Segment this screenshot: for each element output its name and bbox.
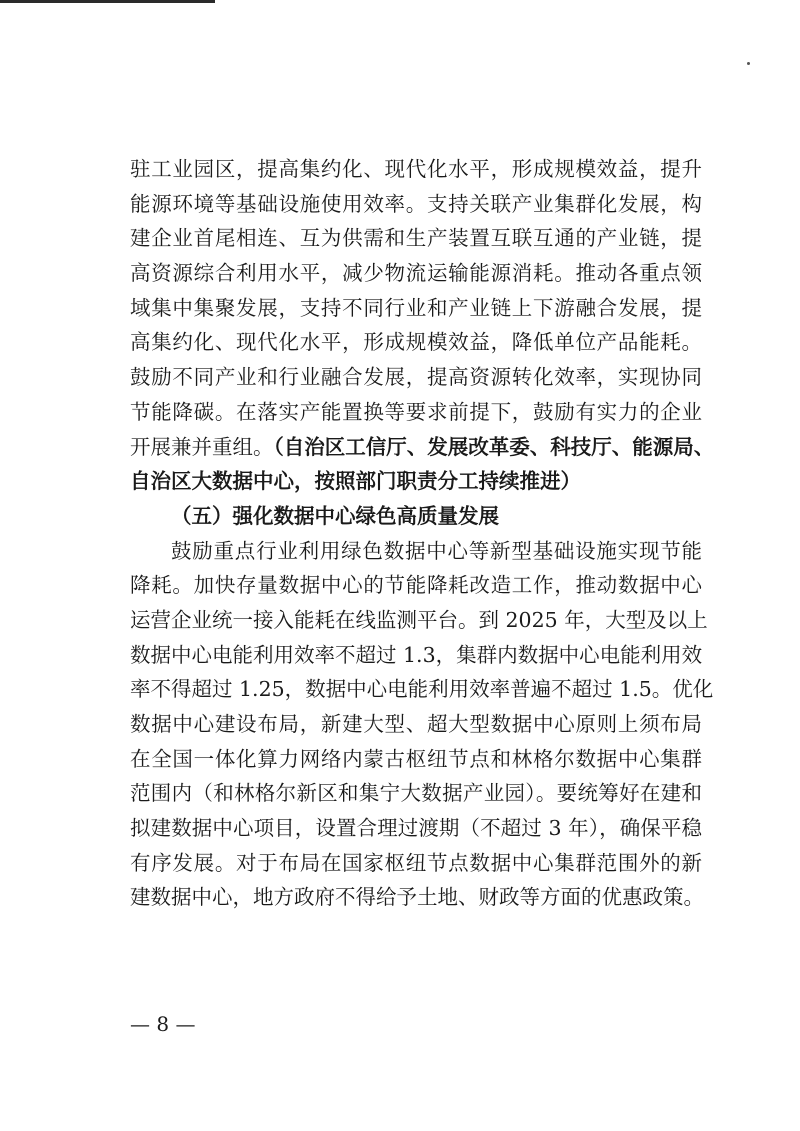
paragraph-line: 降耗。加快存量数据中心的节能降耗改造工作，推动数据中心 <box>130 573 702 598</box>
paragraph-line: 数据中心建设布局，新建大型、超大型数据中心原则上须布局 <box>130 712 702 736</box>
paragraph-line: 节能降碳。在落实产能置换等要求前提下，鼓励有实力的企业 <box>130 399 702 424</box>
paragraph-line: 在全国一体化算力网络内蒙古枢纽节点和林格尔数据中心集群 <box>130 746 702 771</box>
paragraph-line: 有序发展。对于布局在国家枢纽节点数据中心集群范围外的新 <box>130 850 702 875</box>
paragraph-line-mixed <box>130 430 715 465</box>
paragraph-line: 鼓励不同产业和行业融合发展，提高资源转化效率，实现协同 <box>130 365 702 390</box>
body-text <box>130 152 715 915</box>
paragraph-line: 鼓励重点行业利用绿色数据中心等新型基础设施实现节能 <box>171 538 702 563</box>
scan-dot <box>747 62 750 65</box>
paragraph-line: 建企业首尾相连、互为供需和生产装置互联互通的产业链，提 <box>130 226 702 251</box>
paragraph-text: 开展兼并重组。 <box>130 434 274 459</box>
paragraph-line: 数据中心电能利用效率不超过 1.3，集群内数据中心电能利用效 <box>130 642 703 667</box>
page-number: — 8 — <box>130 1012 196 1036</box>
responsible-departments: （自治区工信厅、发展改革委、科技厅、能源局、 <box>273 434 715 459</box>
paragraph-line: 能源环境等基础设施使用效率。支持关联产业集群化发展，构 <box>130 191 702 216</box>
paragraph-line: 驻工业园区，提高集约化、现代化水平，形成规模效益，提升 <box>130 157 702 181</box>
paragraph-line: 高集约化、现代化水平，形成规模效益，降低单位产品能耗。 <box>130 330 702 355</box>
paragraph-line: 拟建数据中心项目，设置合理过渡期（不超过 3 年），确保平稳 <box>130 816 702 841</box>
paragraph-line: 率不得超过 1.25，数据中心电能利用效率普遍不超过 1.5。优化 <box>130 677 714 702</box>
paragraph-line: 域集中集聚发展，支持不同行业和产业链上下游融合发展，提 <box>130 295 702 320</box>
paragraph-line: 范围内（和林格尔新区和集宁大数据产业园）。要统筹好在建和 <box>130 781 702 806</box>
paragraph-line: 建数据中心，地方政府不得给予土地、财政等方面的优惠政策。 <box>130 885 704 910</box>
scan-edge-mark <box>0 0 215 3</box>
paragraph-line: 运营企业统一接入能耗在线监测平台。到 2025 年，大型及以上 <box>130 607 708 632</box>
section-heading: （五）强化数据中心绿色高质量发展 <box>171 503 499 528</box>
responsible-departments-cont: 自治区大数据中心，按照部门职责分工持续推进） <box>130 469 581 494</box>
paragraph-line: 高资源综合利用水平，减少物流运输能源消耗。推动各重点领 <box>130 261 702 286</box>
